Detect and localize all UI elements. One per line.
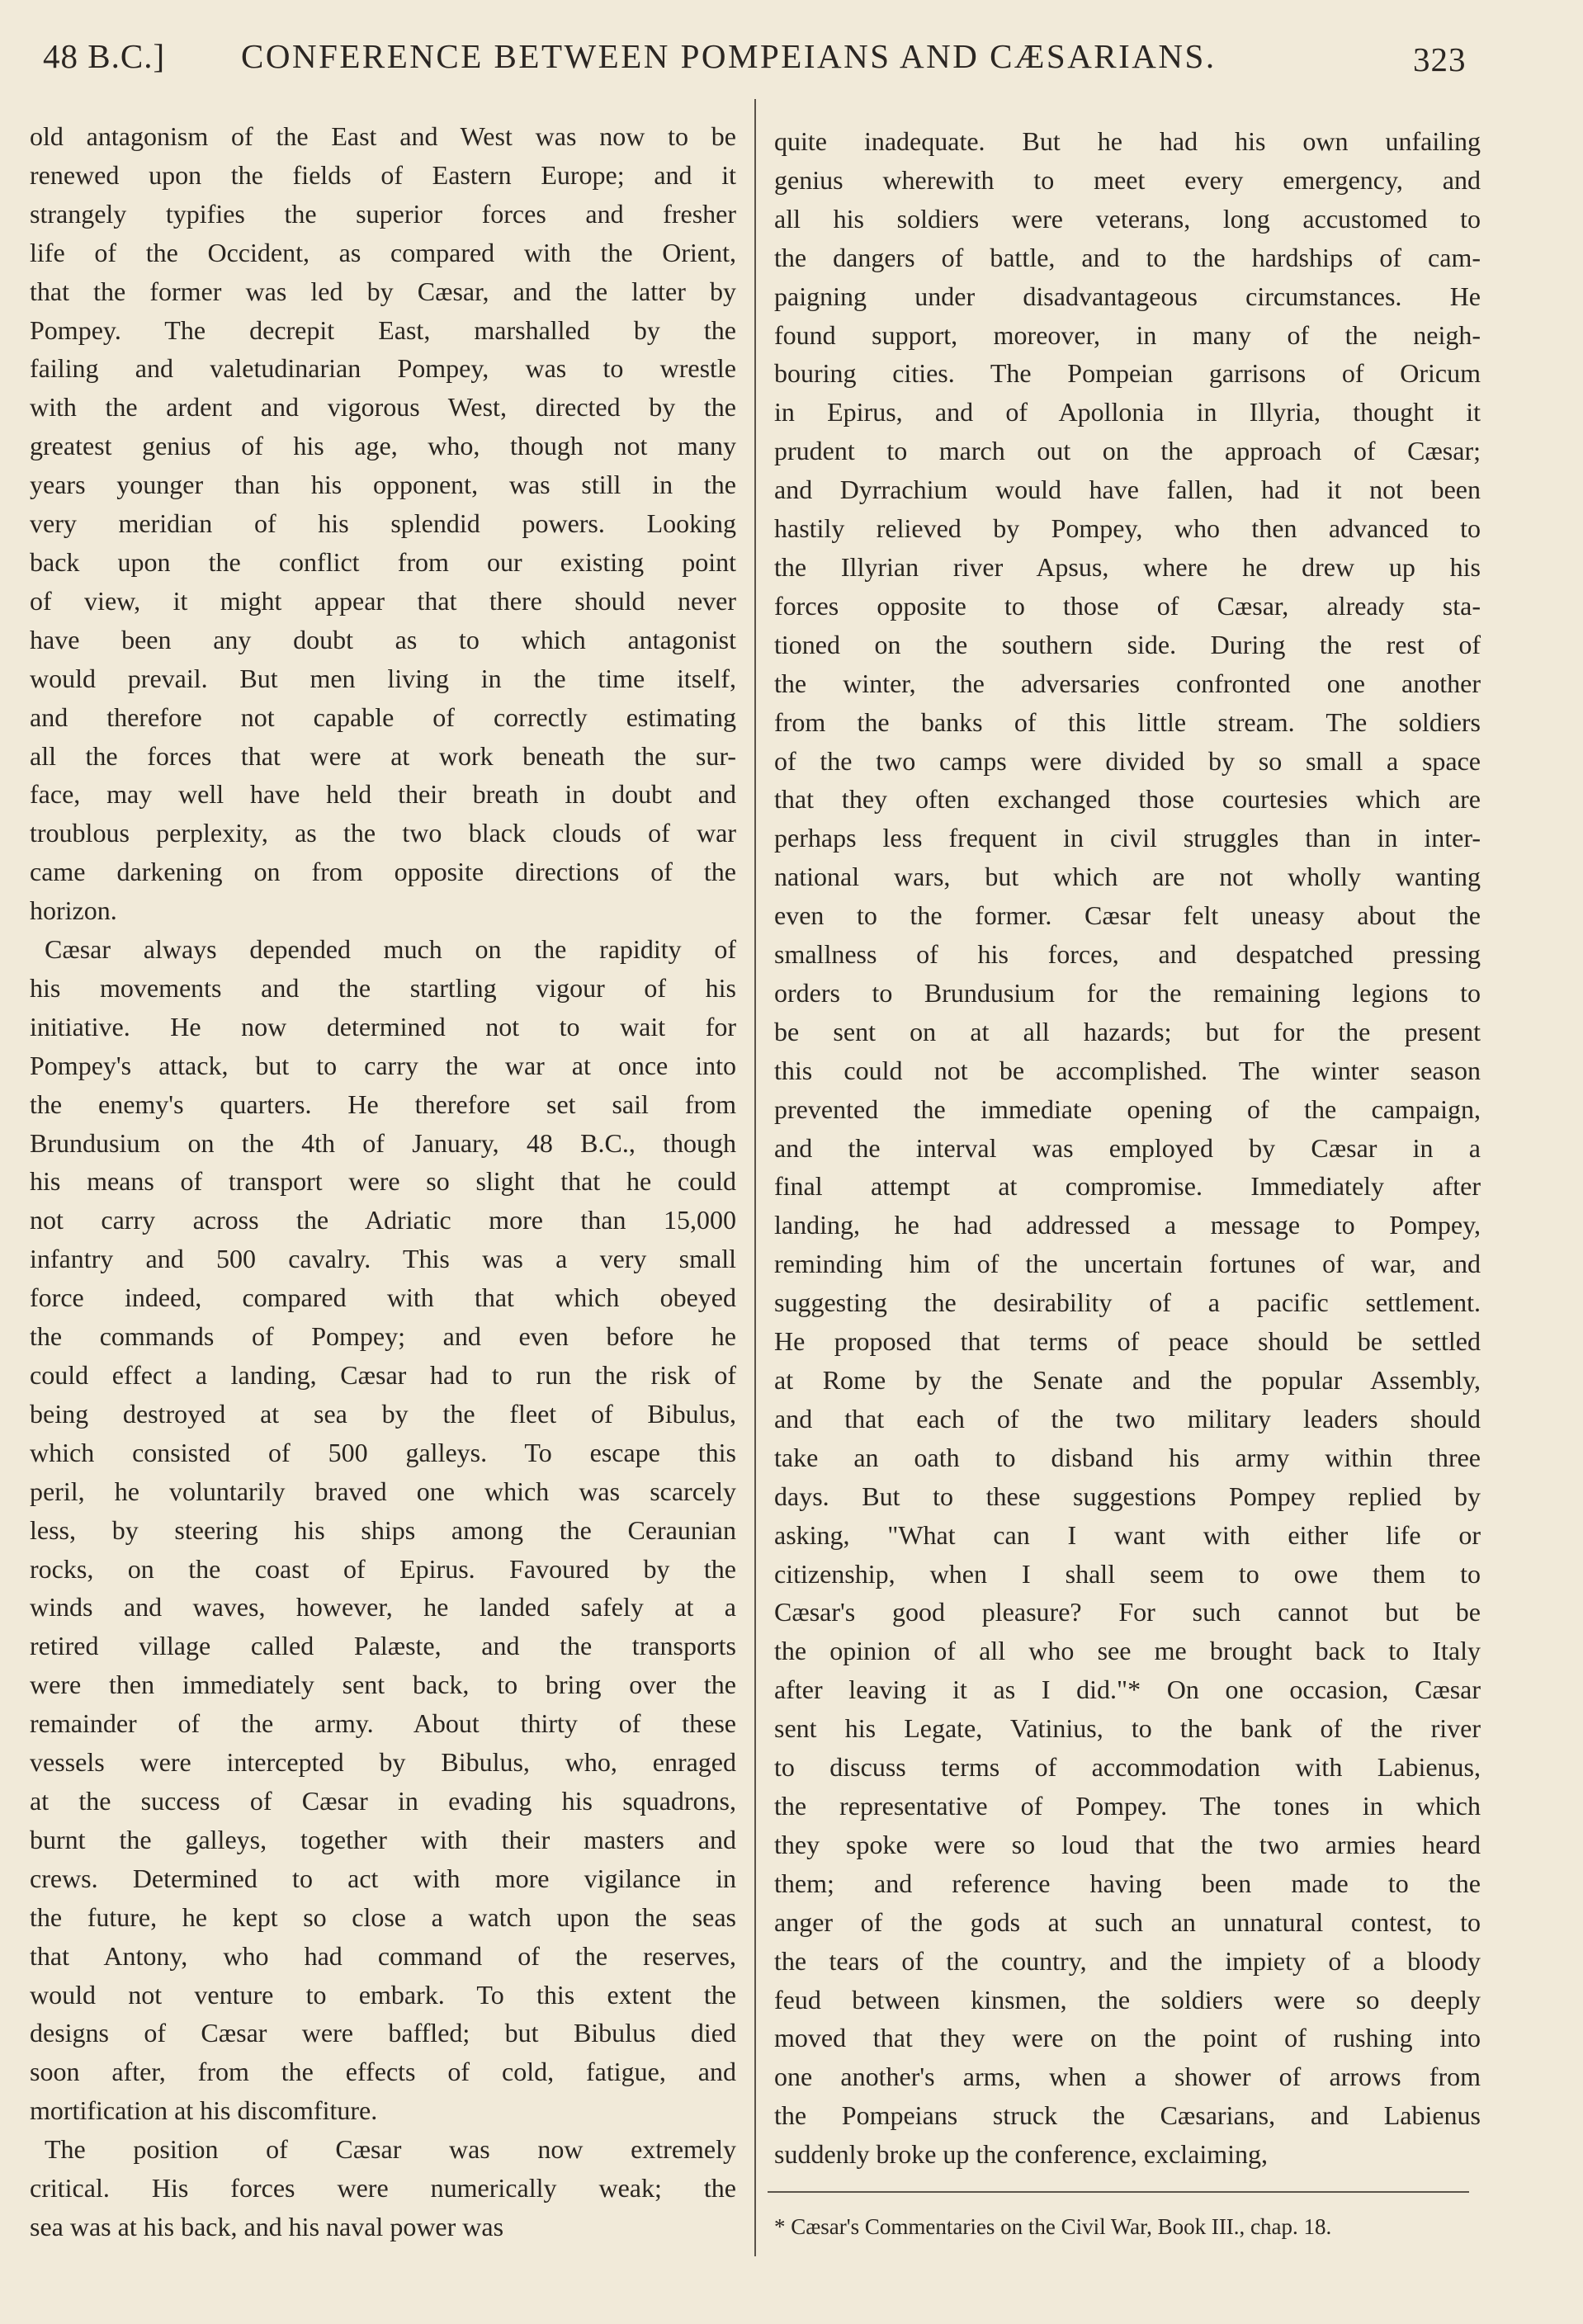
- text-line: in Epirus, and of Apollonia in Illyria, thought it: [774, 397, 1481, 427]
- text-line: years younger than his opponent, was still in the: [30, 470, 736, 500]
- text-line: all the forces that were at work beneath the sur-: [30, 740, 736, 771]
- text-line: designs of Cæsar were baffled; but Bibulus died: [30, 2018, 736, 2048]
- text-line: the winter, the adversaries confronted one another: [774, 668, 1481, 698]
- text-line: and Dyrrachium would have fallen, had it not been: [774, 475, 1481, 505]
- footnote: * Cæsar's Commentaries on the Civil War, Book III., chap. 18.: [774, 2214, 1332, 2239]
- text-line: bouring cities. The Pompeian garrisons of Oricum: [774, 358, 1481, 389]
- text-line: the future, he kept so close a watch upon the seas: [30, 1901, 736, 1932]
- text-line: face, may well have held their breath in doubt and: [30, 779, 736, 810]
- text-line: found support, moreover, in many of the neigh-: [774, 319, 1481, 350]
- text-line: the commands of Pompey; and even before he: [30, 1321, 736, 1352]
- text-line: greatest genius of his age, who, though not many: [30, 431, 736, 461]
- page-number: 323: [1413, 40, 1467, 78]
- text-line: would not venture to embark. To this extent the: [30, 1979, 736, 2010]
- text-line: all his soldiers were veterans, long accustomed to: [774, 203, 1481, 234]
- text-line: with the ardent and vigorous West, directed by the: [30, 392, 736, 423]
- text-line: the tears of the country, and the impiety of a bloody: [774, 1945, 1481, 1976]
- text-line: soon after, from the effects of cold, fatigue, and: [30, 2057, 736, 2087]
- text-line: that they often exchanged those courtesies which are: [774, 784, 1481, 815]
- header-date: 48 B.C.]: [43, 37, 166, 75]
- text-line: one another's arms, when a shower of arrows from: [774, 2062, 1481, 2092]
- text-line: and therefore not capable of correctly estimating: [30, 701, 736, 732]
- text-line: hastily relieved by Pompey, who then advanced to: [774, 513, 1481, 544]
- text-line: moved that they were on the point of rushing into: [774, 2023, 1481, 2053]
- text-line: failing and valetudinarian Pompey, was to wrestle: [30, 353, 736, 384]
- footnote-rule: [768, 2191, 1469, 2193]
- text-line: burnt the galleys, together with their masters and: [30, 1824, 736, 1854]
- text-line: which consisted of 500 galleys. To escape this: [30, 1437, 736, 1467]
- text-line: Pompey's attack, but to carry the war at once into: [30, 1050, 736, 1080]
- text-line: old antagonism of the East and West was now to be: [30, 121, 736, 151]
- text-line: prevented the immediate opening of the campaign,: [774, 1094, 1481, 1124]
- text-line: infantry and 500 cavalry. This was a very small: [30, 1244, 736, 1274]
- text-line: vessels were intercepted by Bibulus, who, enraged: [30, 1747, 736, 1778]
- text-line: have been any doubt as to which antagonist: [30, 624, 736, 654]
- text-line: horizon.: [30, 895, 117, 926]
- text-line: prudent to march out on the approach of Cæsar;: [774, 436, 1481, 466]
- text-line: mortification at his discomfiture.: [30, 2095, 378, 2126]
- text-line: genius wherewith to meet every emergency, and: [774, 164, 1481, 195]
- text-line: initiative. He now determined not to wait for: [30, 1011, 736, 1042]
- text-line: critical. His forces were numerically weak; the: [30, 2173, 736, 2204]
- text-line: smallness of his forces, and despatched pressing: [774, 939, 1481, 970]
- right-column: [774, 122, 1481, 2174]
- text-line: his means of transport were so slight that he could: [30, 1166, 736, 1197]
- text-line: tioned on the southern side. During the rest of: [774, 629, 1481, 659]
- text-line: forces opposite to those of Cæsar, already sta-: [774, 590, 1481, 621]
- text-line: force indeed, compared with that which obeyed: [30, 1282, 736, 1313]
- text-line: quite inadequate. But he had his own unfailing: [774, 126, 1481, 156]
- text-line: his movements and the startling vigour of his: [30, 972, 736, 1003]
- text-line: and that each of the two military leaders should: [774, 1403, 1481, 1434]
- text-line: life of the Occident, as compared with the Orient,: [30, 237, 736, 267]
- text-line: would prevail. But men living in the time itself,: [30, 663, 736, 693]
- text-line: back upon the conflict from our existing point: [30, 546, 736, 577]
- text-line: of the two camps were divided by so small a space: [774, 745, 1481, 776]
- text-line: could effect a landing, Cæsar had to run the risk of: [30, 1360, 736, 1390]
- text-line: not carry across the Adriatic more than 15,000: [30, 1205, 736, 1235]
- text-line: Cæsar always depended much on the rapidity of: [45, 934, 736, 965]
- text-line: paigning under disadvantageous circumstances. He: [774, 281, 1481, 311]
- text-line: the dangers of battle, and to the hardships of cam-: [774, 242, 1481, 272]
- text-line: landing, he had addressed a message to Pompey,: [774, 1210, 1481, 1240]
- text-line: strangely typifies the superior forces and fresher: [30, 198, 736, 229]
- text-line: the opinion of all who see me brought back to Italy: [774, 1636, 1481, 1666]
- text-line: at Rome by the Senate and the popular Assembly,: [774, 1365, 1481, 1395]
- text-line: came darkening on from opposite directions of the: [30, 857, 736, 887]
- text-line: suggesting the desirability of a pacific settlement.: [774, 1287, 1481, 1318]
- text-line: orders to Brundusium for the remaining legions to: [774, 977, 1481, 1008]
- text-line: Pompey. The decrepit East, marshalled by the: [30, 314, 736, 345]
- text-line: peril, he voluntarily braved one which was scarcely: [30, 1476, 736, 1506]
- text-line: retired village called Palæste, and the transports: [30, 1631, 736, 1661]
- text-line: them; and reference having been made to the: [774, 1868, 1481, 1898]
- text-line: winds and waves, however, he landed safely at a: [30, 1592, 736, 1623]
- text-line: sent his Legate, Vatinius, to the bank of the river: [774, 1713, 1481, 1744]
- text-line: asking, "What can I want with either life or: [774, 1519, 1481, 1550]
- text-line: perhaps less frequent in civil struggles than in inter-: [774, 823, 1481, 853]
- text-line: were then immediately sent back, to bring over the: [30, 1670, 736, 1700]
- text-line: remainder of the army. About thirty of these: [30, 1708, 736, 1739]
- text-line: that the former was led by Cæsar, and the latter by: [30, 276, 736, 306]
- running-header: [0, 36, 1583, 86]
- text-line: being destroyed at sea by the fleet of Bibulus,: [30, 1398, 736, 1429]
- text-line: days. But to these suggestions Pompey replied by: [774, 1481, 1481, 1511]
- header-title: CONFERENCE BETWEEN POMPEIANS AND CÆSARIANS.: [241, 37, 1217, 75]
- text-line: the Pompeians struck the Cæsarians, and Labienus: [774, 2100, 1481, 2131]
- text-line: national wars, but which are not wholly wanting: [774, 862, 1481, 892]
- text-line: troublous perplexity, as the two black clouds of war: [30, 818, 736, 848]
- text-line: feud between kinsmen, the soldiers were so deeply: [774, 1984, 1481, 2015]
- text-line: take an oath to disband his army within three: [774, 1442, 1481, 1472]
- text-line: after leaving it as I did."* On one occasion, Cæsar: [774, 1675, 1481, 1705]
- text-line: very meridian of his splendid powers. Looking: [30, 508, 736, 539]
- text-line: crews. Determined to act with more vigilance in: [30, 1863, 736, 1893]
- text-line: be sent on at all hazards; but for the present: [774, 1016, 1481, 1046]
- text-line: sea was at his back, and his naval power was: [30, 2211, 504, 2241]
- text-line: suddenly broke up the conference, exclaiming,: [774, 2139, 1268, 2170]
- text-line: final attempt at compromise. Immediately after: [774, 1171, 1481, 1202]
- text-line: the representative of Pompey. The tones in which: [774, 1790, 1481, 1821]
- text-line: from the banks of this little stream. The soldiers: [774, 706, 1481, 737]
- text-line: Brundusium on the 4th of January, 48 B.C., though: [30, 1127, 736, 1158]
- text-line: even to the former. Cæsar felt uneasy about the: [774, 900, 1481, 931]
- text-line: the Illyrian river Apsus, where he drew up his: [774, 551, 1481, 582]
- text-line: that Antony, who had command of the reserves,: [30, 1940, 736, 1971]
- column-divider: [754, 99, 756, 2256]
- text-line: this could not be accomplished. The winter season: [774, 1055, 1481, 1085]
- text-line: citizenship, when I shall seem to owe them to: [774, 1558, 1481, 1589]
- text-line: of view, it might appear that there should never: [30, 585, 736, 616]
- text-line: to discuss terms of accommodation with Labienus,: [774, 1752, 1481, 1783]
- left-column: [30, 117, 736, 2246]
- text-line: they spoke were so loud that the two armies heard: [774, 1829, 1481, 1859]
- text-line: reminding him of the uncertain fortunes of war, and: [774, 1249, 1481, 1279]
- text-line: at the success of Cæsar in evading his squadrons,: [30, 1785, 736, 1816]
- text-line: less, by steering his ships among the Ceraunian: [30, 1514, 736, 1545]
- text-line: rocks, on the coast of Epirus. Favoured by the: [30, 1553, 736, 1584]
- text-line: Cæsar's good pleasure? For such cannot but be: [774, 1597, 1481, 1627]
- text-line: the enemy's quarters. He therefore set sail from: [30, 1089, 736, 1119]
- text-line: anger of the gods at such an unnatural contest, to: [774, 1906, 1481, 1937]
- text-line: renewed upon the fields of Eastern Europe; and it: [30, 159, 736, 190]
- text-line: The position of Cæsar was now extremely: [45, 2134, 736, 2165]
- text-line: and the interval was employed by Cæsar in a: [774, 1132, 1481, 1163]
- text-line: He proposed that terms of peace should be settled: [774, 1326, 1481, 1357]
